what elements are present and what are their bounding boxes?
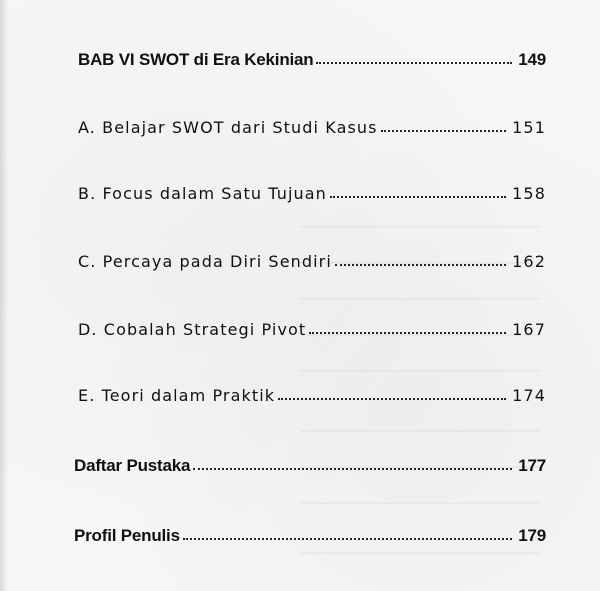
toc-entry-title: B. Focus dalam Satu Tujuan <box>78 184 327 203</box>
dot-leader <box>316 62 512 64</box>
toc-entry-title: C. Percaya pada Diri Sendiri <box>78 252 332 271</box>
toc-entry-page: 177 <box>518 456 546 475</box>
toc-entry-title: BAB VI SWOT di Era Kekinian <box>78 50 314 69</box>
toc-entry-section-d[interactable] <box>78 310 546 338</box>
toc-entry-profil-penulis[interactable] <box>74 516 546 544</box>
show-through-line <box>300 430 540 432</box>
dot-leader <box>381 130 507 132</box>
toc-entry-page: 174 <box>512 386 546 405</box>
toc-entry-page: 167 <box>512 320 546 339</box>
toc-entry-title: A. Belajar SWOT dari Studi Kasus <box>78 118 378 137</box>
toc-entry-page: 158 <box>512 184 546 203</box>
toc-entry-daftar-pustaka[interactable] <box>74 446 546 474</box>
dot-leader <box>330 196 506 198</box>
toc-entry-section-b[interactable] <box>78 174 546 202</box>
page-edge-shadow <box>0 0 8 591</box>
toc-entry-title: D. Cobalah Strategi Pivot <box>78 320 307 339</box>
toc-entry-page: 162 <box>512 252 546 271</box>
dot-leader <box>193 468 512 470</box>
show-through-line <box>300 370 540 372</box>
toc-entry-section-a[interactable] <box>78 108 546 136</box>
show-through-line <box>300 226 540 228</box>
toc-entry-title: Daftar Pustaka <box>74 456 191 475</box>
dot-leader <box>183 538 512 540</box>
dot-leader <box>309 332 506 334</box>
toc-entry-page: 151 <box>512 118 546 137</box>
toc-entry-section-e[interactable] <box>78 376 546 404</box>
toc-entry-title: Profil Penulis <box>74 526 180 545</box>
toc-entry-page: 179 <box>518 526 546 545</box>
toc-entry-title: E. Teori dalam Praktik <box>78 386 276 405</box>
dot-leader <box>335 264 506 266</box>
toc-entry-section-c[interactable] <box>78 242 546 270</box>
show-through-line <box>300 502 540 504</box>
toc-entry-bab-vi[interactable] <box>78 40 546 68</box>
dot-leader <box>278 398 506 400</box>
show-through-line <box>300 552 540 554</box>
toc-entry-page: 149 <box>518 50 546 69</box>
show-through-line <box>300 298 540 300</box>
